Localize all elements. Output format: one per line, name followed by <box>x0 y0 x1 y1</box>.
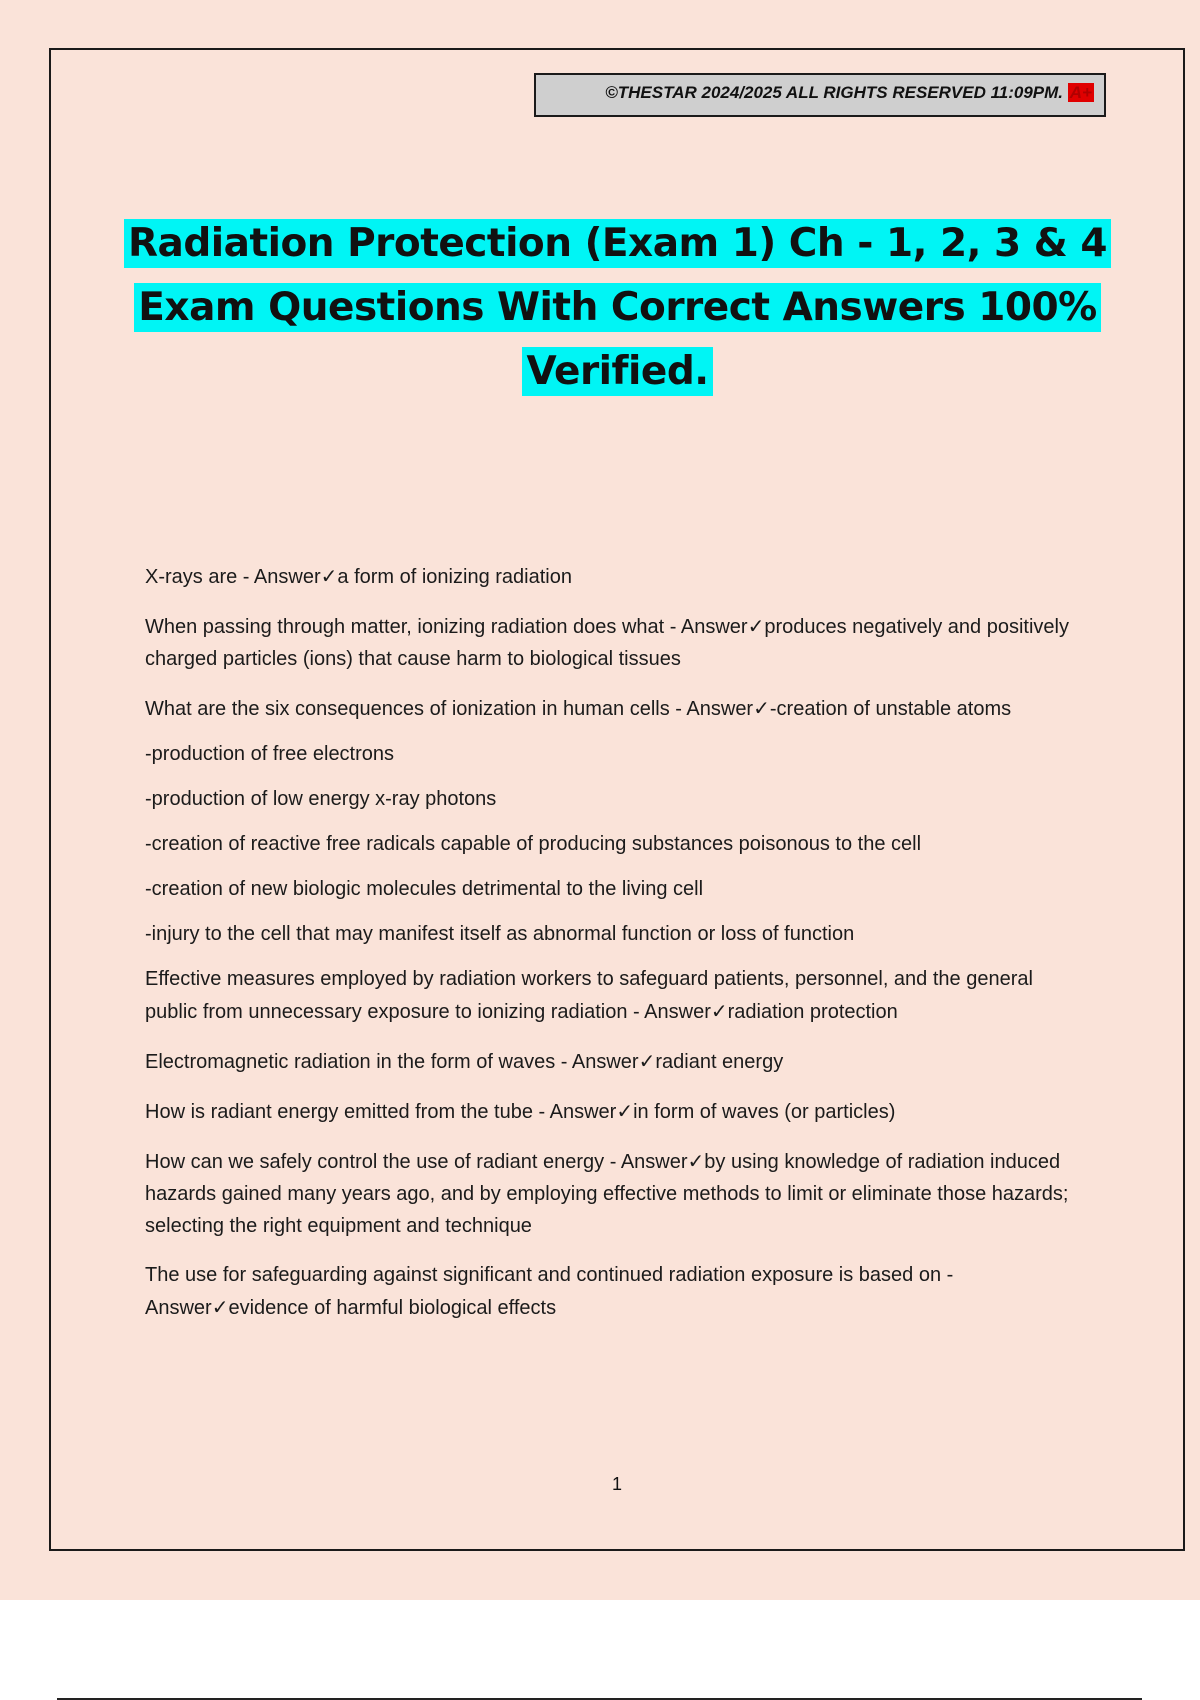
answer-text: evidence of harmful biological effects <box>228 1297 557 1319</box>
title-line-2: Exam Questions With Correct Answers 100% <box>134 283 1100 332</box>
answer-label: Answer <box>571 1051 639 1073</box>
list-item: -production of low energy x-ray photons <box>145 788 497 810</box>
list-item: -injury to the cell that may manifest itself as abnormal function or loss of function <box>145 923 855 945</box>
list-item: -creation of new biologic molecules detrimental to the living cell <box>145 878 704 900</box>
question-text: How is radiant energy emitted from the tube - <box>145 1101 550 1123</box>
answer-text: by using knowledge of radiation induced hazards gained many years ago, and by employing effective methods to limit or eliminate those hazards; selecting the right equipment and technique <box>145 1151 1069 1237</box>
list-item: -production of free electrons <box>145 743 395 765</box>
answer-label: Answer <box>680 616 748 638</box>
qa-item <box>145 692 1090 725</box>
answer-text: -creation of unstable atoms <box>769 698 1012 720</box>
question-text: When passing through matter, ionizing radiation does what - <box>145 616 681 638</box>
answer-text: produces negatively and positively charged particles (ions) that cause harm to biological tissues <box>145 616 1069 670</box>
answer-label: Answer <box>549 1101 617 1123</box>
question-text: How can we safely control the use of radiant energy - <box>145 1151 621 1173</box>
answer-text: radiation protection <box>727 1001 898 1023</box>
page-number: 1 <box>611 1474 622 1494</box>
question-text: What are the six consequences of ionization in human cells - <box>145 698 687 720</box>
question-text: The use for safeguarding against significant and continued radiation exposure is based on - <box>145 1264 954 1286</box>
qa-item <box>145 963 1090 1028</box>
checkmark-icon: ✓ <box>710 999 728 1023</box>
checkmark-icon: ✓ <box>753 696 770 720</box>
checkmark-icon: ✓ <box>687 1149 705 1173</box>
answer-label: Answer <box>253 566 321 588</box>
answer-text: a form of ionizing radiation <box>337 566 572 588</box>
answer-label: Answer <box>145 1297 212 1319</box>
question-text: Electromagnetic radiation in the form of waves - <box>145 1051 572 1073</box>
answer-text: in form of waves (or particles) <box>633 1101 896 1123</box>
question-text: X-rays are - <box>145 566 254 588</box>
question-text: Effective measures employed by radiation workers to safeguard patients, personnel, and the general public from unnecessary exposure to ionizing radiation - <box>145 968 1033 1023</box>
grade-badge: A+ <box>1069 83 1092 102</box>
checkmark-icon: ✓ <box>211 1295 229 1319</box>
answer-label: Answer <box>620 1151 688 1173</box>
checkmark-icon: ✓ <box>747 614 765 638</box>
checkmark-icon: ✓ <box>638 1049 656 1073</box>
title-line-3: Verified. <box>522 347 712 396</box>
checkmark-icon: ✓ <box>320 564 338 588</box>
copyright-text: ©THESTAR 2024/2025 ALL RIGHTS RESERVED 11:09PM. <box>605 83 1064 102</box>
qa-item <box>145 610 1090 675</box>
title-line-1: Radiation Protection (Exam 1) Ch - 1, 2, 3 & 4 <box>124 219 1111 268</box>
answer-text: radiant energy <box>655 1051 784 1073</box>
list-item: -creation of reactive free radicals capable of producing substances poisonous to the cell <box>145 833 922 855</box>
answer-label: Answer <box>686 698 754 720</box>
qa-item <box>145 1259 1090 1324</box>
answer-label: Answer <box>644 1001 711 1023</box>
qa-content <box>145 560 1090 1341</box>
checkmark-icon: ✓ <box>616 1099 634 1123</box>
copyright-header <box>534 73 1106 117</box>
qa-item <box>145 1095 1090 1128</box>
document-title <box>120 212 1115 404</box>
qa-item <box>145 1045 1090 1078</box>
qa-item <box>145 1145 1090 1242</box>
qa-item <box>145 560 1090 593</box>
